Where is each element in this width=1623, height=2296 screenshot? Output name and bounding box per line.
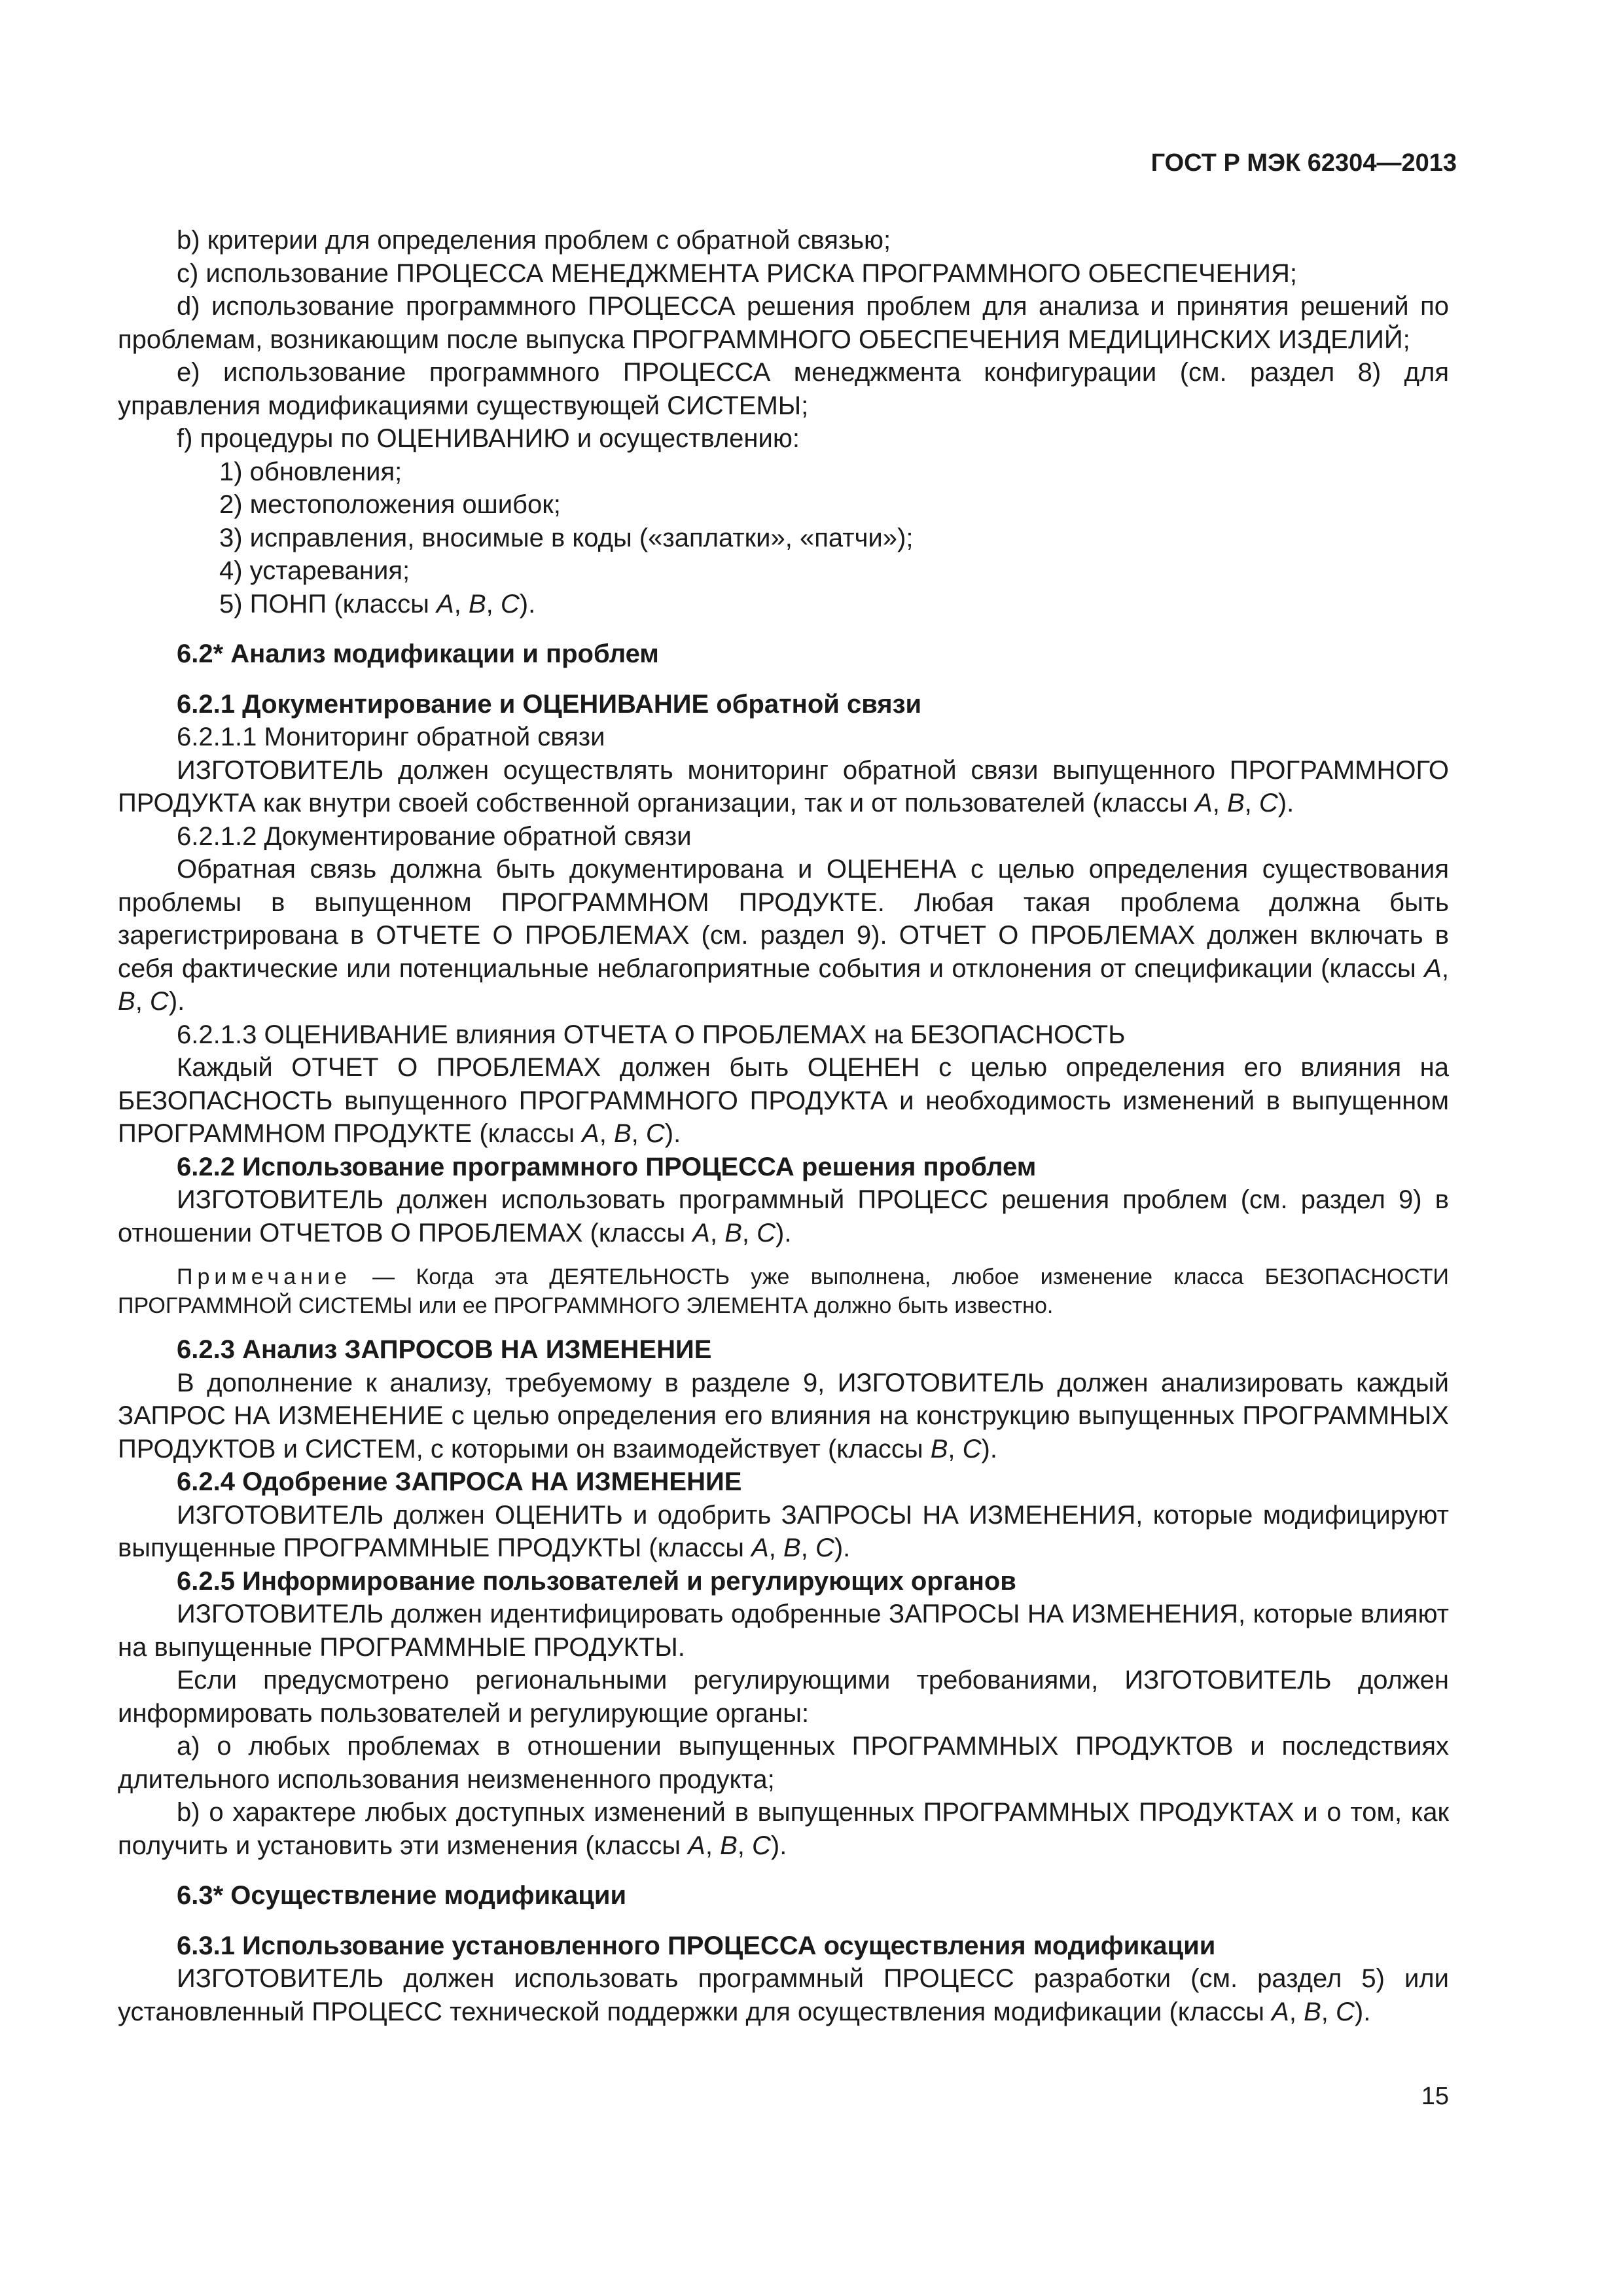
section-heading: 6.2.3 Анализ ЗАПРОСОВ НА ИЗМЕНЕНИЕ bbox=[177, 1335, 712, 1364]
paragraph: В дополнение к анализу, требуемому в разделе 9, ИЗГОТОВИТЕЛЬ должен анализировать каждый ЗАПРОС НА ИЗМЕНЕНИЕ с целью определения его влияния на конструкцию выпущенных ПРОГРАММНЫХ ПРОДУКТОВ и СИСТЕМ, с которыми он взаимодействует (классы B, C). bbox=[118, 1368, 1449, 1463]
paragraph: ИЗГОТОВИТЕЛЬ должен ОЦЕНИТЬ и одобрить ЗАПРОСЫ НА ИЗМЕНЕНИЯ, которые модифицируют выпущенные ПРОГРАММНЫЕ ПРОДУКТЫ (классы A, B, C). bbox=[118, 1500, 1449, 1562]
paragraph: Каждый ОТЧЕТ О ПРОБЛЕМАХ должен быть ОЦЕНЕН с целью определения его влияния на БЕЗОПАСНОСТЬ выпущенного ПРОГРАММНОГО ПРОДУКТА и необходимость изменений в выпущенном ПРОГРАММНОМ ПРОДУКТЕ (классы A, B, C). bbox=[118, 1053, 1449, 1148]
section-heading: 6.2.5 Информирование пользователей и регулирующих органов bbox=[177, 1566, 1016, 1596]
paragraph: ИЗГОТОВИТЕЛЬ должен осуществлять мониторинг обратной связи выпущенного ПРОГРАММНОГО ПРОДУКТА как внутри своей собственной организации, так и от пользователей (классы A, B, C). bbox=[118, 755, 1449, 817]
list-item: 5) ПОНП (классы A, B, C). bbox=[219, 589, 536, 619]
paragraph: ИЗГОТОВИТЕЛЬ должен использовать программный ПРОЦЕСС решения проблем (см. раздел 9) в отношении ОТЧЕТОВ О ПРОБЛЕМАХ (классы A, B, C). bbox=[118, 1185, 1449, 1247]
page-number: 15 bbox=[1421, 2083, 1449, 2110]
paragraph: 6.2.1.3 ОЦЕНИВАНИЕ влияния ОТЧЕТА О ПРОБЛЕМАХ на БЕЗОПАСНОСТЬ bbox=[177, 1020, 1126, 1049]
section-heading: 6.3.1 Использование установленного ПРОЦЕССА осуществления модификации bbox=[177, 1931, 1216, 1960]
paragraph: e) использование программного ПРОЦЕССА менеджмента конфигурации (см. раздел 8) для управления модификациями существующей СИСТЕМЫ; bbox=[118, 358, 1449, 420]
list-item: 3) исправления, вносимые в коды («заплатки», «патчи»); bbox=[219, 523, 914, 552]
paragraph: Обратная связь должна быть документирована и ОЦЕНЕНА с целью определения существования проблемы в выпущенном ПРОГРАММНОМ ПРОДУКТЕ. Любая такая проблема должна быть зарегистрирована в ОТЧЕТЕ О ПРОБЛЕМАХ (см. раздел 9). ОТЧЕТ О ПРОБЛЕМАХ должен включать в себя фактические или потенциальные неблагоприятные события и отклонения от спецификации (классы A, B, C). bbox=[118, 855, 1449, 1016]
paragraph: f) процедуры по ОЦЕНИВАНИЮ и осуществлению: bbox=[177, 424, 800, 453]
document-body bbox=[118, 224, 1449, 2028]
paragraph: ИЗГОТОВИТЕЛЬ должен идентифицировать одобренные ЗАПРОСЫ НА ИЗМЕНЕНИЯ, которые влияют на выпущенные ПРОГРАММНЫЕ ПРОДУКТЫ. bbox=[118, 1600, 1449, 1662]
paragraph: ИЗГОТОВИТЕЛЬ должен использовать программный ПРОЦЕСС разработки (см. раздел 5) или установленный ПРОЦЕСС технической поддержки для осуществления модификации (классы A, B, C). bbox=[118, 1964, 1449, 2026]
paragraph: c) использование ПРОЦЕССА МЕНЕДЖМЕНТА РИСКА ПРОГРАММНОГО ОБЕСПЕЧЕНИЯ; bbox=[177, 259, 1297, 288]
section-heading: 6.3* Осуществление модификации bbox=[177, 1881, 627, 1910]
paragraph: 6.2.1.2 Документирование обратной связи bbox=[177, 821, 692, 851]
paragraph: Если предусмотрено региональными регулирующими требованиями, ИЗГОТОВИТЕЛЬ должен информировать пользователей и регулирующие органы: bbox=[118, 1666, 1449, 1728]
list-item: 2) местоположения ошибок; bbox=[219, 490, 561, 519]
paragraph: 6.2.1.1 Мониторинг обратной связи bbox=[177, 723, 605, 751]
note-label: Примечание bbox=[177, 1265, 351, 1289]
note: Примечание — Когда эта ДЕЯТЕЛЬНОСТЬ уже выполнена, любое изменение класса БЕЗОПАСНОСТИ ПРОГРАММНОЙ СИСТЕМЫ или ее ПРОГРАММНОГО ЭЛЕМЕНТА должно быть известно. bbox=[118, 1265, 1449, 1318]
list-item: 4) устаревания; bbox=[219, 556, 410, 585]
section-heading: 6.2* Анализ модификации и проблем bbox=[177, 639, 659, 668]
section-heading: 6.2.1 Документирование и ОЦЕНИВАНИЕ обратной связи bbox=[177, 689, 922, 719]
section-heading: 6.2.4 Одобрение ЗАПРОСА НА ИЗМЕНЕНИЕ bbox=[177, 1467, 742, 1496]
document-header: ГОСТ Р МЭК 62304—2013 bbox=[1150, 149, 1457, 177]
paragraph: b) о характере любых доступных изменений в выпущенных ПРОГРАММНЫХ ПРОДУКТАХ и о том, как получить и установить эти изменения (классы A, B, C). bbox=[118, 1798, 1449, 1860]
list-item: 1) обновления; bbox=[219, 457, 402, 486]
paragraph: d) использование программного ПРОЦЕССА решения проблем для анализа и принятия решений по проблемам, возникающим после выпуска ПРОГРАММНОГО ОБЕСПЕЧЕНИЯ МЕДИЦИНСКИХ ИЗДЕЛИЙ; bbox=[118, 292, 1449, 354]
paragraph: а) о любых проблемах в отношении выпущенных ПРОГРАММНЫХ ПРОДУКТОВ и последствиях длительного использования неизмененного продукта; bbox=[118, 1732, 1449, 1794]
paragraph: b) критерии для определения проблем с обратной связью; bbox=[177, 226, 891, 255]
section-heading: 6.2.2 Использование программного ПРОЦЕССА решения проблем bbox=[177, 1152, 1037, 1181]
